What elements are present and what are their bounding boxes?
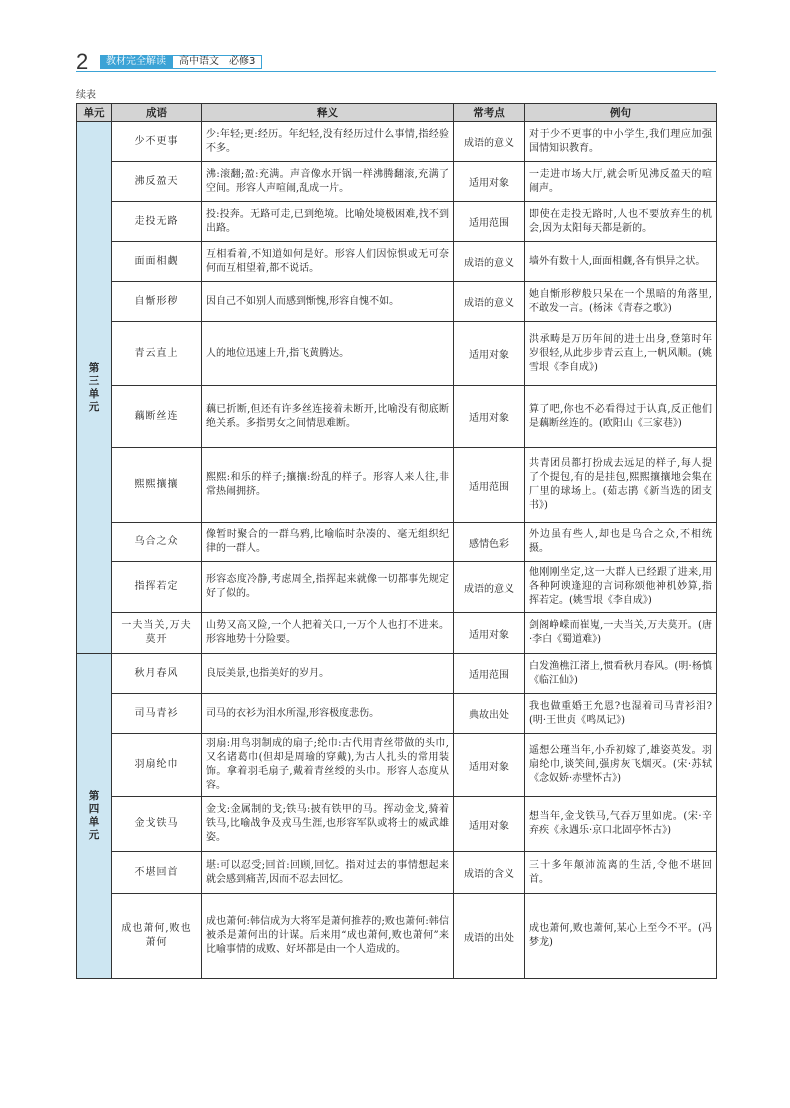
meaning-cell: 堪:可以忍受;回首:回顾,回忆。指对过去的事情想起来就会感到痛苦,因而不忍去回忆。 <box>202 852 454 894</box>
example-cell: 遥想公瑾当年,小乔初嫁了,雄姿英发。羽扇纶巾,谈笑间,强虏灰飞烟灭。(宋·苏轼《念奴娇·赤壁怀古》) <box>525 734 717 797</box>
col-header-idiom: 成语 <box>112 104 202 122</box>
table-row <box>77 448 717 523</box>
meaning-cell: 像暂时聚合的一群乌鸦,比喻临时杂凑的、毫无组织纪律的一群人。 <box>202 523 454 562</box>
table-row <box>77 562 717 613</box>
point-cell: 成语的含义 <box>454 852 525 894</box>
meaning-cell: 羽扇:用鸟羽制成的扇子;纶巾:古代用青丝带做的头巾,又名诸葛巾(但却是周瑜的穿戴),为古人扎头的常用装饰。拿着羽毛扇子,戴着青丝绶的头巾。形容人态度从容。 <box>202 734 454 797</box>
example-cell: 她自惭形秽般只呆在一个黑暗的角落里,不敢发一言。(杨沫《青春之歌》) <box>525 282 717 322</box>
book-label <box>172 55 262 69</box>
point-cell: 适用范围 <box>454 654 525 694</box>
example-cell: 白发渔樵江渚上,惯看秋月春风。(明·杨慎《临江仙》) <box>525 654 717 694</box>
idiom-cell: 司马青衫 <box>112 694 202 734</box>
table-row <box>77 797 717 852</box>
idiom-cell: 熙熙攘攘 <box>112 448 202 523</box>
series-label: 教材完全解读 <box>100 55 172 69</box>
idiom-cell: 不堪回首 <box>112 852 202 894</box>
col-header-example: 例句 <box>525 104 717 122</box>
table-row <box>77 242 717 282</box>
point-cell: 成语的意义 <box>454 562 525 613</box>
table-row <box>77 734 717 797</box>
example-cell: 一走进市场大厅,就会听见沸反盈天的喧闹声。 <box>525 162 717 202</box>
meaning-cell: 司马的衣衫为泪水所湿,形容极度悲伤。 <box>202 694 454 734</box>
meaning-cell: 少:年轻;更:经历。年纪轻,没有经历过什么事情,指经验不多。 <box>202 122 454 162</box>
point-cell: 感情色彩 <box>454 523 525 562</box>
meaning-cell: 良辰美景,也指美好的岁月。 <box>202 654 454 694</box>
col-header-meaning: 释义 <box>202 104 454 122</box>
continued-label: 续表 <box>76 90 96 101</box>
table-row <box>77 694 717 734</box>
meaning-cell: 熙熙:和乐的样子;攘攘:纷乱的样子。形容人来人往,非常热闹拥挤。 <box>202 448 454 523</box>
example-cell: 对于少不更事的中小学生,我们理应加强国情知识教育。 <box>525 122 717 162</box>
point-cell: 适用对象 <box>454 613 525 654</box>
table-row <box>77 386 717 448</box>
example-cell: 成也萧何,败也萧何,某心上至今不平。(冯梦龙) <box>525 894 717 979</box>
example-cell: 墙外有数十人,面面相觑,各有惧异之状。 <box>525 242 717 282</box>
meaning-cell: 形容态度冷静,考虑周全,指挥起来就像一切都事先规定好了似的。 <box>202 562 454 613</box>
table-row <box>77 654 717 694</box>
point-cell: 适用对象 <box>454 322 525 386</box>
book-subject: 高中语文 <box>179 56 219 67</box>
idiom-cell: 沸反盈天 <box>112 162 202 202</box>
table-row <box>77 282 717 322</box>
unit-name: 第四单元 <box>88 790 100 841</box>
point-cell: 适用对象 <box>454 386 525 448</box>
idiom-cell: 面面相觑 <box>112 242 202 282</box>
table-row <box>77 894 717 979</box>
idiom-cell: 少不更事 <box>112 122 202 162</box>
idiom-cell: 指挥若定 <box>112 562 202 613</box>
example-cell: 即使在走投无路时,人也不要放弃生的机会,因为太阳每天都是新的。 <box>525 202 717 242</box>
col-header-point: 常考点 <box>454 104 525 122</box>
table-row <box>77 523 717 562</box>
point-cell: 成语的意义 <box>454 282 525 322</box>
table-row <box>77 322 717 386</box>
page-header <box>76 49 262 74</box>
point-cell: 成语的意义 <box>454 242 525 282</box>
point-cell: 适用对象 <box>454 162 525 202</box>
example-cell: 洪承畴是万历年间的进士出身,登第时年岁很轻,从此步步青云直上,一帆风顺。(姚雪垠《李自成》) <box>525 322 717 386</box>
meaning-cell: 藕已折断,但还有许多丝连接着未断开,比喻没有彻底断绝关系。多指男女之间情思难断。 <box>202 386 454 448</box>
example-cell: 算了吧,你也不必看得过于认真,反正他们是藕断丝连的。(欧阳山《三家巷》) <box>525 386 717 448</box>
idiom-cell: 青云直上 <box>112 322 202 386</box>
idiom-cell: 金戈铁马 <box>112 797 202 852</box>
example-cell: 共青团员都打扮成去远足的样子,每人提了个提包,有的是挂包,熙熙攘攘地会集在厂里的球场上。(茹志鹃《新当选的团支书》) <box>525 448 717 523</box>
meaning-cell: 金戈:金属制的戈;铁马:披有铁甲的马。挥动金戈,骑着铁马,比喻战争及戎马生涯,也形容军队或将士的威武雄姿。 <box>202 797 454 852</box>
point-cell: 适用对象 <box>454 797 525 852</box>
idiom-cell: 成也萧何,败也萧何 <box>112 894 202 979</box>
point-cell: 适用范围 <box>454 448 525 523</box>
idiom-cell: 一夫当关,万夫莫开 <box>112 613 202 654</box>
idiom-cell: 羽扇纶巾 <box>112 734 202 797</box>
table-header-row <box>77 104 717 122</box>
unit-cell <box>77 654 112 979</box>
meaning-cell: 投:投奔。无路可走,已到绝境。比喻处境极困难,找不到出路。 <box>202 202 454 242</box>
idiom-cell: 乌合之众 <box>112 523 202 562</box>
table-row <box>77 162 717 202</box>
idiom-cell: 自惭形秽 <box>112 282 202 322</box>
idiom-cell: 秋月春风 <box>112 654 202 694</box>
col-header-unit: 单元 <box>77 104 112 122</box>
unit-name: 第三单元 <box>88 361 100 413</box>
table-row <box>77 122 717 162</box>
meaning-cell: 互相看着,不知道如何是好。形容人们因惊惧或无可奈何而互相望着,都不说话。 <box>202 242 454 282</box>
example-cell: 想当年,金戈铁马,气吞万里如虎。(宋·辛弃疾《永遇乐·京口北固亭怀古》) <box>525 797 717 852</box>
idiom-cell: 走投无路 <box>112 202 202 242</box>
meaning-cell: 人的地位迅速上升,指飞黄腾达。 <box>202 322 454 386</box>
unit-cell <box>77 122 112 654</box>
example-cell: 外边虽有些人,却也是乌合之众,不相统摄。 <box>525 523 717 562</box>
example-cell: 三十多年颠沛流离的生活,令他不堪回首。 <box>525 852 717 894</box>
point-cell: 适用范围 <box>454 202 525 242</box>
page-number: 2 <box>76 49 89 74</box>
point-cell: 适用对象 <box>454 734 525 797</box>
example-cell: 我也做重婚王允恩?也湿着司马青衫泪?(明·王世贞《鸣凤记》) <box>525 694 717 734</box>
idiom-table <box>76 103 717 979</box>
example-cell: 他刚刚坐定,这一大群人已经跟了进来,用各种阿谀逢迎的言词称颂他神机妙算,指挥若定。(姚雪垠《李自成》) <box>525 562 717 613</box>
point-cell: 成语的出处 <box>454 894 525 979</box>
meaning-cell: 因自己不如别人而感到惭愧,形容自愧不如。 <box>202 282 454 322</box>
table-row <box>77 202 717 242</box>
book-volume: 必修3 <box>229 56 256 67</box>
meaning-cell: 山势又高又险,一个人把着关口,一万个人也打不进来。形容地势十分险要。 <box>202 613 454 654</box>
example-cell: 剑阁峥嵘而崔嵬,一夫当关,万夫莫开。(唐·李白《蜀道难》) <box>525 613 717 654</box>
table-row <box>77 852 717 894</box>
table-row <box>77 613 717 654</box>
point-cell: 典故出处 <box>454 694 525 734</box>
header-rule <box>76 71 716 72</box>
meaning-cell: 沸:滚翻;盈:充满。声音像水开锅一样沸腾翻滚,充满了空间。形容人声喧闹,乱成一片。 <box>202 162 454 202</box>
point-cell: 成语的意义 <box>454 122 525 162</box>
meaning-cell: 成也萧何:韩信成为大将军是萧何推荐的;败也萧何:韩信被杀是萧何出的计谋。后来用“成也萧何,败也萧何”来比喻事情的成败、好坏都是由一个人造成的。 <box>202 894 454 979</box>
idiom-cell: 藕断丝连 <box>112 386 202 448</box>
